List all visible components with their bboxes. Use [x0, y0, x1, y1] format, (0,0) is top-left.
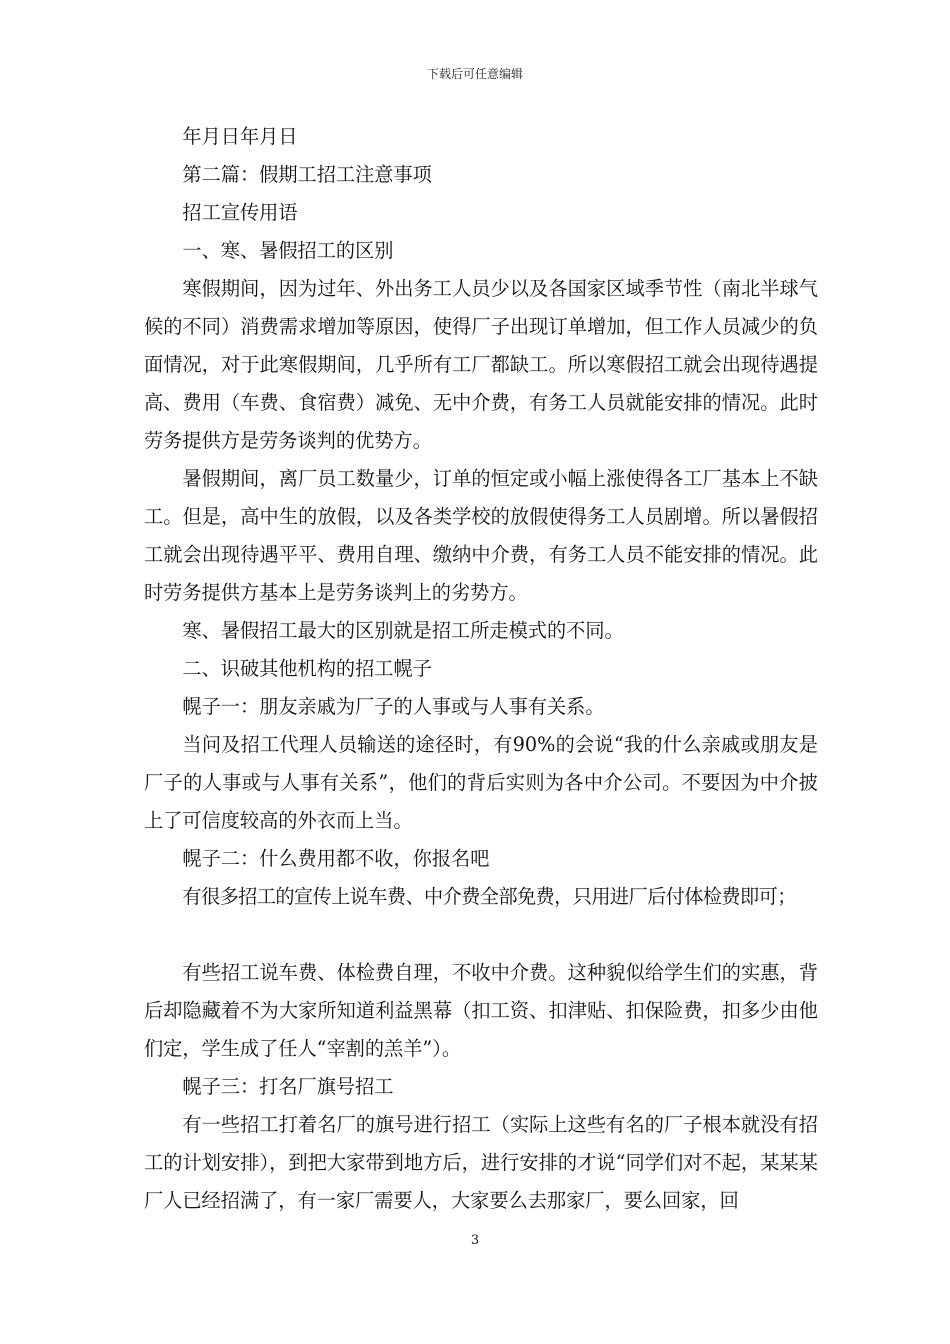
page-header: 下载后可任意编辑	[426, 67, 523, 81]
paragraph-summer: 暑假期间，离厂员工数量少，订单的恒定或小幅上涨使得各工厂基本上不缺工。但是，高中生的放假，以及各类学校的放假使得务工人员剧增。所以暑假招工就会出现待遇平平、费用自理、缴纳中介费，有务工人员不能安排的情况。此时劳务提供方基本上是劳务谈判上的劣势方。	[144, 467, 818, 604]
paragraph-hidden-fees: 有些招工说车费、体检费自理，不收中介费。这种貌似给学生们的实惠，背后却隐藏着不为大家所知道利益黑幕（扣工资、扣津贴、扣保险费，扣多少由他们定，学生成了任人“宰割的羔羊”）。	[144, 961, 818, 1060]
paragraph-pretext-one: 当问及招工代理人员输送的途径时，有90%的会说“我的什么亲戚或朋友是厂子的人事或与人事有关系”，他们的背后实则为各中介公司。不要因为中介披上了可信度较高的外衣而上当。	[144, 733, 818, 832]
pretext-one-title: 幌子一：朋友亲戚为厂子的人事或与人事有关系。	[182, 695, 605, 718]
date-line: 年月日年月日	[182, 125, 298, 148]
subheading: 招工宣传用语	[182, 201, 298, 224]
paragraph-pretext-three: 有一些招工打着名厂的旗号进行招工（实际上这些有名的厂子根本就没有招工的计划安排），到把大家带到地方后，进行安排的才说“同学们对不起，某某某厂人已经招满了，有一家厂需要人，大家要么去那家厂，要么回家，回	[144, 1113, 818, 1212]
section-title: 第二篇：假期工招工注意事项	[182, 163, 432, 186]
heading-one: 一、寒、暑假招工的区别	[182, 239, 394, 262]
page-number: 3	[470, 1233, 480, 1248]
pretext-three-title: 幌子三：打名厂旗号招工	[182, 1075, 394, 1098]
document-body	[144, 118, 818, 1220]
paragraph-difference: 寒、暑假招工最大的区别就是招工所走模式的不同。	[182, 619, 624, 642]
paragraph-winter: 寒假期间，因为过年、外出务工人员少以及各国家区域季节性（南北半球气候的不同）消费需求增加等原因，使得厂子出现订单增加，但工作人员减少的负面情况，对于此寒假期间，几乎所有工厂都缺工。所以寒假招工就会出现待遇提高、费用（车费、食宿费）减免、无中介费，有务工人员就能安排的情况。此时劳务提供方是劳务谈判的优势方。	[144, 277, 818, 452]
heading-two: 二、识破其他机构的招工幌子	[182, 657, 432, 680]
pretext-two-title: 幌子二：什么费用都不收，你报名吧	[182, 847, 490, 870]
paragraph-free-fees: 有很多招工的宣传上说车费、中介费全部免费，只用进厂后付体检费即可；	[182, 885, 796, 908]
